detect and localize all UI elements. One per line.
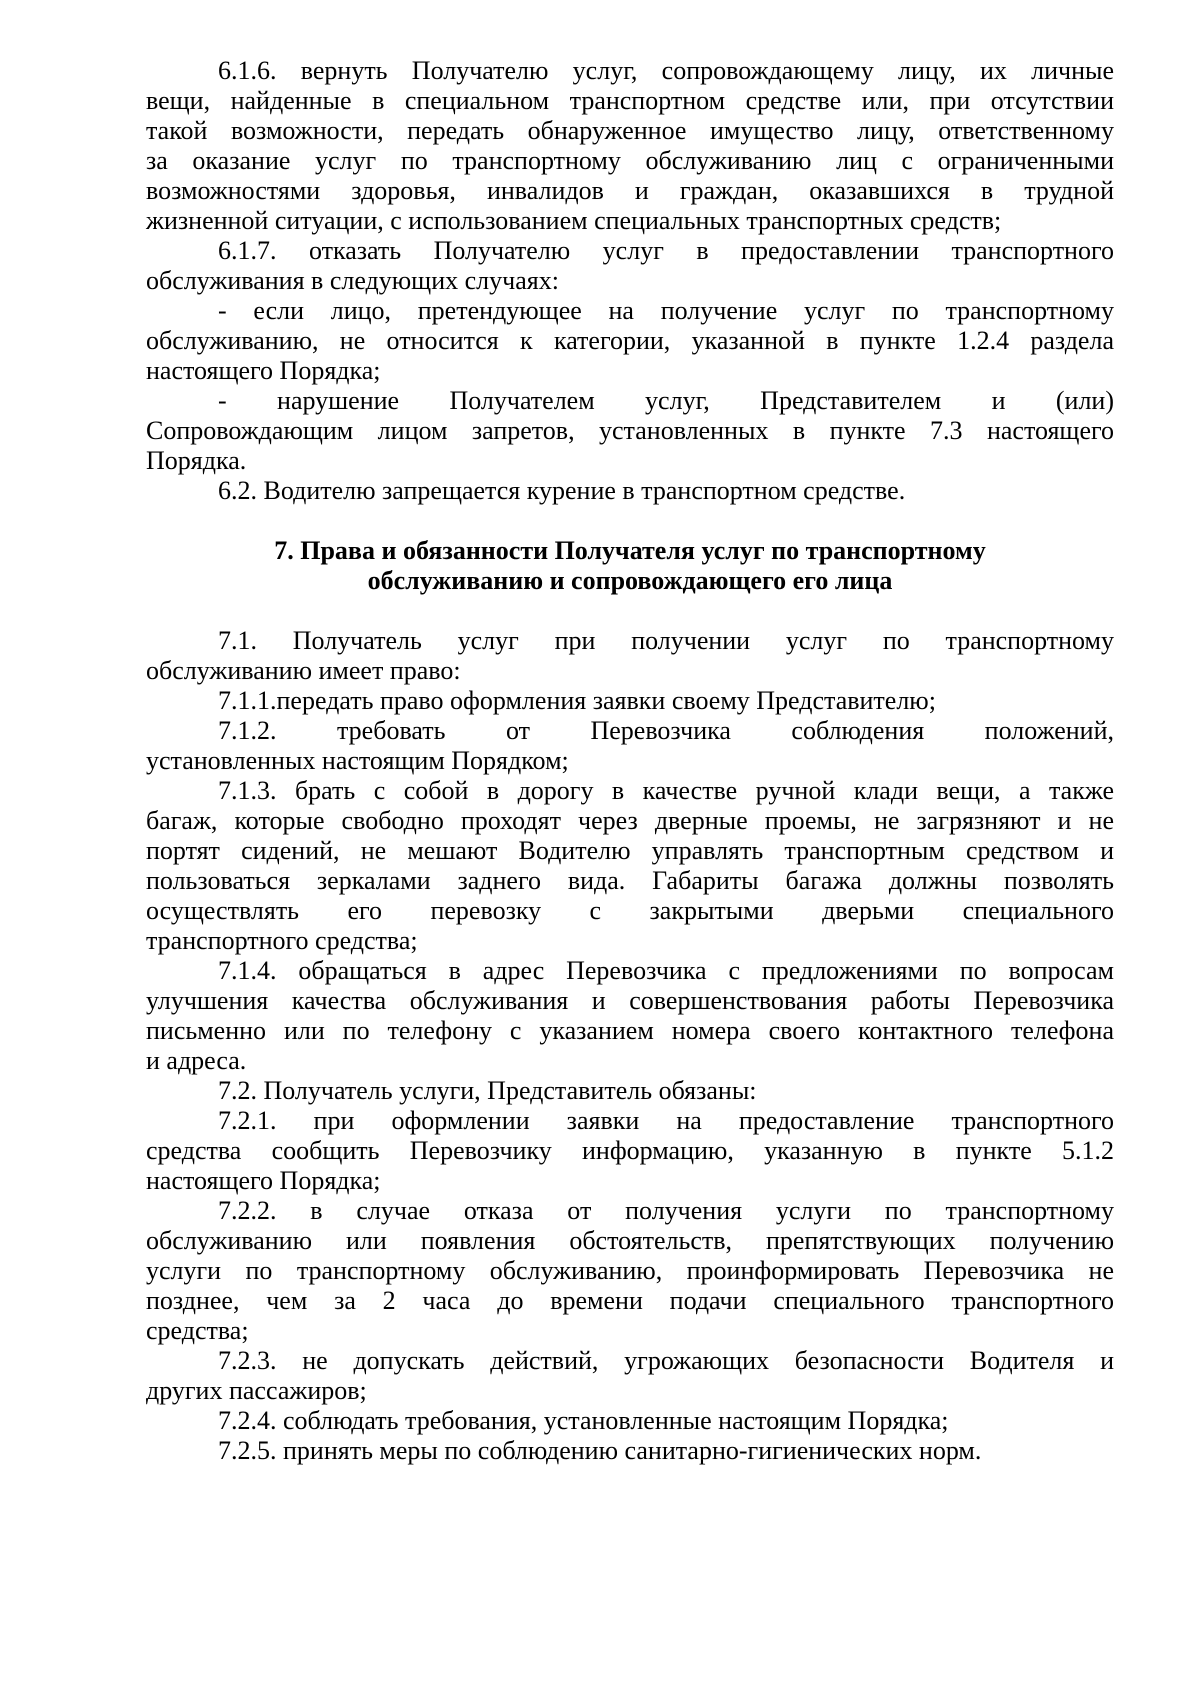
text-line: Порядка. bbox=[146, 446, 247, 475]
text-line: настоящего Порядка; bbox=[146, 356, 381, 385]
text-line: 7.2.5. принять меры по соблюдению санитарно-гигиенических норм. bbox=[218, 1436, 982, 1465]
text-line: - нарушение Получателем услуг, Представителем и (или) bbox=[218, 386, 1114, 415]
text-line: Сопровождающим лицом запретов, установленных в пункте 7.3 настоящего bbox=[146, 416, 1114, 445]
text-line: 7.1.1.передать право оформления заявки своему Представителю; bbox=[218, 686, 936, 715]
text-line: 7.2.2. в случае отказа от получения услуги по транспортному bbox=[218, 1196, 1114, 1225]
text-line: обслуживанию имеет право: bbox=[146, 656, 461, 685]
text-line: позднее, чем за 2 часа до времени подачи специального транспортного bbox=[146, 1286, 1114, 1315]
text-line: 7.2.4. соблюдать требования, установленные настоящим Порядка; bbox=[218, 1406, 949, 1435]
text-line: обслуживанию или появления обстоятельств, препятствующих получению bbox=[146, 1226, 1114, 1255]
text-line: средства сообщить Перевозчику информацию, указанную в пункте 5.1.2 bbox=[146, 1136, 1114, 1165]
text-line: настоящего Порядка; bbox=[146, 1166, 381, 1195]
text-line: осуществлять его перевозку с закрытыми дверьми специального bbox=[146, 896, 1114, 925]
text-line: 7.1.2. требовать от Перевозчика соблюдения положений, bbox=[218, 716, 1114, 745]
text-line: за оказание услуг по транспортному обслуживанию лиц с ограниченными bbox=[146, 146, 1114, 175]
text-line: транспортного средства; bbox=[146, 926, 418, 955]
text-line: 7.1.4. обращаться в адрес Перевозчика с предложениями по вопросам bbox=[218, 956, 1114, 985]
text-line: 7.2.1. при оформлении заявки на предоставление транспортного bbox=[218, 1106, 1114, 1135]
text-line: жизненной ситуации, с использованием специальных транспортных средств; bbox=[146, 206, 1002, 235]
text-line: обслуживания в следующих случаях: bbox=[146, 266, 559, 295]
text-line: и адреса. bbox=[146, 1046, 247, 1075]
text-line: багаж, которые свободно проходят через дверные проемы, не загрязняют и не bbox=[146, 806, 1114, 835]
text-line: других пассажиров; bbox=[146, 1376, 367, 1405]
text-line: 7.1.3. брать с собой в дорогу в качестве ручной клади вещи, а также bbox=[218, 776, 1114, 805]
text-line: 7.2.3. не допускать действий, угрожающих безопасности Водителя и bbox=[218, 1346, 1114, 1375]
text-line: 7.2. Получатель услуги, Представитель обязаны: bbox=[218, 1076, 757, 1105]
text-line: 6.2. Водителю запрещается курение в транспортном средстве. bbox=[218, 476, 906, 505]
text-line: - если лицо, претендующее на получение услуг по транспортному bbox=[218, 296, 1114, 325]
section-heading: 7. Права и обязанности Получателя услуг по транспортному bbox=[274, 536, 986, 565]
text-line: установленных настоящим Порядком; bbox=[146, 746, 569, 775]
text-line: письменно или по телефону с указанием номера своего контактного телефона bbox=[146, 1016, 1114, 1045]
text-line: вещи, найденные в специальном транспортном средстве или, при отсутствии bbox=[146, 86, 1114, 115]
text-line: 6.1.7. отказать Получателю услуг в предоставлении транспортного bbox=[218, 236, 1114, 265]
text-line: 7.1. Получатель услуг при получении услуг по транспортному bbox=[218, 626, 1114, 655]
text-line: услуги по транспортному обслуживанию, проинформировать Перевозчика не bbox=[146, 1256, 1114, 1285]
text-line: возможностями здоровья, инвалидов и граждан, оказавшихся в трудной bbox=[146, 176, 1114, 205]
text-line: обслуживанию, не относится к категории, указанной в пункте 1.2.4 раздела bbox=[146, 326, 1114, 355]
text-line: средства; bbox=[146, 1316, 249, 1345]
text-line: пользоваться зеркалами заднего вида. Габариты багажа должны позволять bbox=[146, 866, 1114, 895]
text-line: портят сидений, не мешают Водителю управлять транспортным средством и bbox=[146, 836, 1114, 865]
section-heading: обслуживанию и сопровождающего его лица bbox=[367, 566, 893, 595]
text-line: такой возможности, передать обнаруженное имущество лицу, ответственному bbox=[146, 116, 1114, 145]
text-line: 6.1.6. вернуть Получателю услуг, сопровождающему лицу, их личные bbox=[218, 56, 1114, 85]
text-line: улучшения качества обслуживания и совершенствования работы Перевозчика bbox=[146, 986, 1114, 1015]
